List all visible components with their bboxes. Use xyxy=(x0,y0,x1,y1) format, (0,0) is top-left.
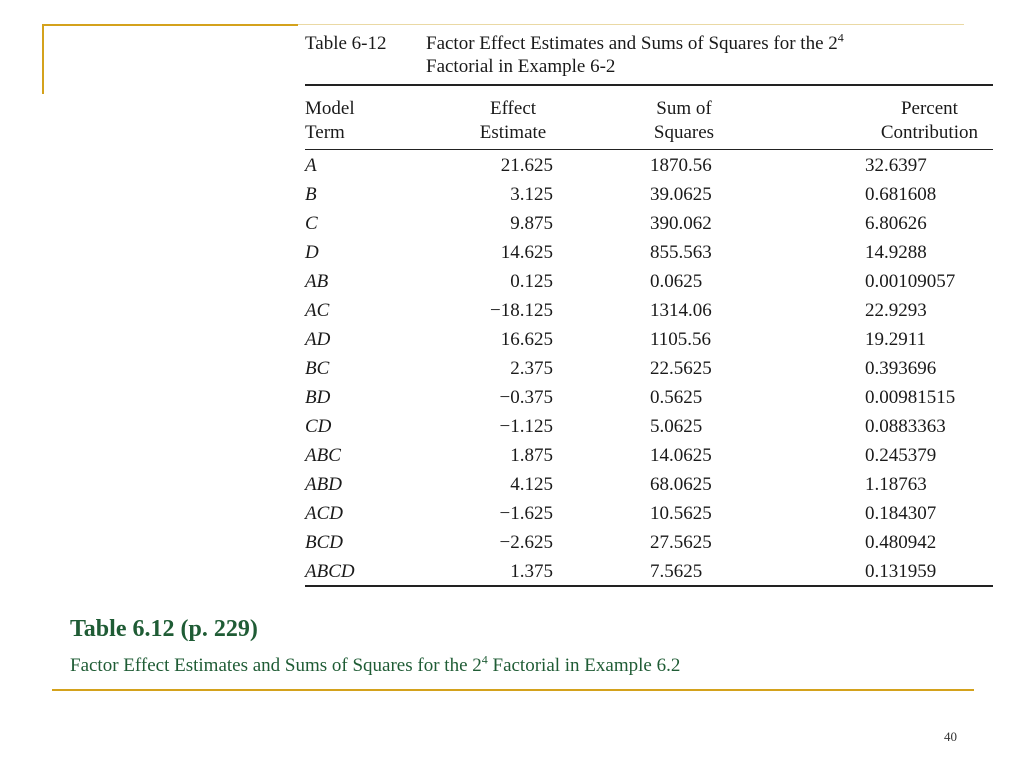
decorative-top-line-thin xyxy=(298,24,964,25)
effect-estimate-cell: 9.875 xyxy=(510,213,553,234)
table-row xyxy=(305,383,993,412)
sum-of-squares-cell: 0.0625 xyxy=(650,271,703,292)
table-row xyxy=(305,209,993,238)
table-row xyxy=(305,267,993,296)
percent-contribution-cell: 32.6397 xyxy=(865,155,927,176)
table-number: Table 6-12 xyxy=(305,33,387,54)
sum-of-squares-cell: 390.062 xyxy=(650,213,712,234)
table-row xyxy=(305,412,993,441)
header-model-term: Model Term xyxy=(305,98,355,143)
slide-description: Factor Effect Estimates and Sums of Squares for the $2^4$ Factorial in Example 6.2 xyxy=(70,652,681,676)
term-cell: ABD xyxy=(305,474,342,495)
term-cell: BC xyxy=(305,358,330,379)
effect-estimate-cell: 1.875 xyxy=(510,445,553,466)
effect-estimate-cell: −2.625 xyxy=(499,532,553,553)
effect-estimate-cell: −1.125 xyxy=(499,416,553,437)
sum-of-squares-cell: 5.0625 xyxy=(650,416,703,437)
table-row xyxy=(305,149,993,180)
sum-of-squares-cell: 68.0625 xyxy=(650,474,712,495)
percent-contribution-cell: 22.9293 xyxy=(865,300,927,321)
term-cell: AD xyxy=(305,329,331,350)
sum-of-squares-cell: 10.5625 xyxy=(650,503,712,524)
table-row xyxy=(305,180,993,209)
sum-of-squares-cell: 39.0625 xyxy=(650,184,712,205)
decorative-left-line xyxy=(42,25,44,94)
table-row xyxy=(305,557,993,586)
sum-of-squares-cell: 14.0625 xyxy=(650,445,712,466)
effect-estimate-cell: 14.625 xyxy=(500,242,553,263)
description-superscript: 4 xyxy=(481,652,488,667)
sum-of-squares-cell: 7.5625 xyxy=(650,561,703,582)
table-row xyxy=(305,528,993,557)
table-figure xyxy=(305,32,993,587)
table-row xyxy=(305,441,993,470)
table-title-line1: Factor Effect Estimates and Sums of Squares for the 2 xyxy=(426,33,838,54)
term-cell: C xyxy=(305,213,318,234)
table-header-row xyxy=(305,86,993,149)
table-caption xyxy=(305,32,993,84)
term-cell: BD xyxy=(305,387,331,408)
effect-estimate-cell: 0.125 xyxy=(510,271,553,292)
term-cell: ACD xyxy=(305,503,343,524)
sum-of-squares-cell: 22.5625 xyxy=(650,358,712,379)
table-row xyxy=(305,354,993,383)
effect-estimate-cell: −1.625 xyxy=(499,503,553,524)
percent-contribution-cell: 0.480942 xyxy=(865,532,937,553)
table-row xyxy=(305,238,993,267)
percent-contribution-cell: 6.80626 xyxy=(865,213,927,234)
effect-estimate-cell: 16.625 xyxy=(500,329,553,350)
term-cell: B xyxy=(305,184,317,205)
effect-estimate-cell: −18.125 xyxy=(490,300,553,321)
table-title-superscript: 4 xyxy=(837,30,844,45)
table-header-rule xyxy=(305,149,993,150)
percent-contribution-cell: 14.9288 xyxy=(865,242,927,263)
term-cell: BCD xyxy=(305,532,343,553)
effect-estimate-cell: 3.125 xyxy=(510,184,553,205)
header-percent-contribution: Percent Contribution xyxy=(880,98,978,143)
effects-table xyxy=(305,86,993,586)
decorative-bottom-line xyxy=(52,689,974,691)
table-row xyxy=(305,499,993,528)
term-cell: CD xyxy=(305,416,332,437)
page-number: 40 xyxy=(944,729,957,744)
sum-of-squares-cell: 1314.06 xyxy=(650,300,712,321)
sum-of-squares-cell: 27.5625 xyxy=(650,532,712,553)
effect-estimate-cell: 21.625 xyxy=(500,155,553,176)
percent-contribution-cell: 0.00981515 xyxy=(865,387,956,408)
percent-contribution-cell: 0.393696 xyxy=(865,358,937,379)
percent-contribution-cell: 0.00109057 xyxy=(865,271,956,292)
percent-contribution-cell: 0.0883363 xyxy=(865,416,946,437)
term-cell: ABCD xyxy=(305,561,355,582)
table-title-line2: Factorial in Example 6-2 xyxy=(426,56,616,77)
percent-contribution-cell: 0.131959 xyxy=(865,561,937,582)
percent-contribution-cell: 0.681608 xyxy=(865,184,937,205)
sum-of-squares-cell: 855.563 xyxy=(650,242,712,263)
header-effect-estimate: Effect Estimate xyxy=(479,98,547,143)
percent-contribution-cell: 19.2911 xyxy=(865,329,927,350)
term-cell: A xyxy=(305,155,317,176)
table-row xyxy=(305,325,993,354)
table-row xyxy=(305,470,993,499)
effect-estimate-cell: 1.375 xyxy=(510,561,553,582)
sum-of-squares-cell: 1870.56 xyxy=(650,155,712,176)
term-cell: AC xyxy=(305,300,330,321)
sum-of-squares-cell: 0.5625 xyxy=(650,387,703,408)
header-sum-of-squares: Sum of Squares xyxy=(653,98,715,143)
table-title xyxy=(426,32,993,84)
decorative-top-line xyxy=(42,24,298,26)
table-row xyxy=(305,296,993,325)
sum-of-squares-cell: 1105.56 xyxy=(650,329,712,350)
term-cell: ABC xyxy=(305,445,341,466)
effect-estimate-cell: 2.375 xyxy=(510,358,553,379)
slide-title: Table 6.12 (p. 229) xyxy=(70,616,258,642)
term-cell: AB xyxy=(305,271,329,292)
term-cell: D xyxy=(305,242,319,263)
effect-estimate-cell: 4.125 xyxy=(510,474,553,495)
percent-contribution-cell: 1.18763 xyxy=(865,474,927,495)
percent-contribution-cell: 0.184307 xyxy=(865,503,937,524)
percent-contribution-cell: 0.245379 xyxy=(865,445,937,466)
effect-estimate-cell: −0.375 xyxy=(499,387,553,408)
